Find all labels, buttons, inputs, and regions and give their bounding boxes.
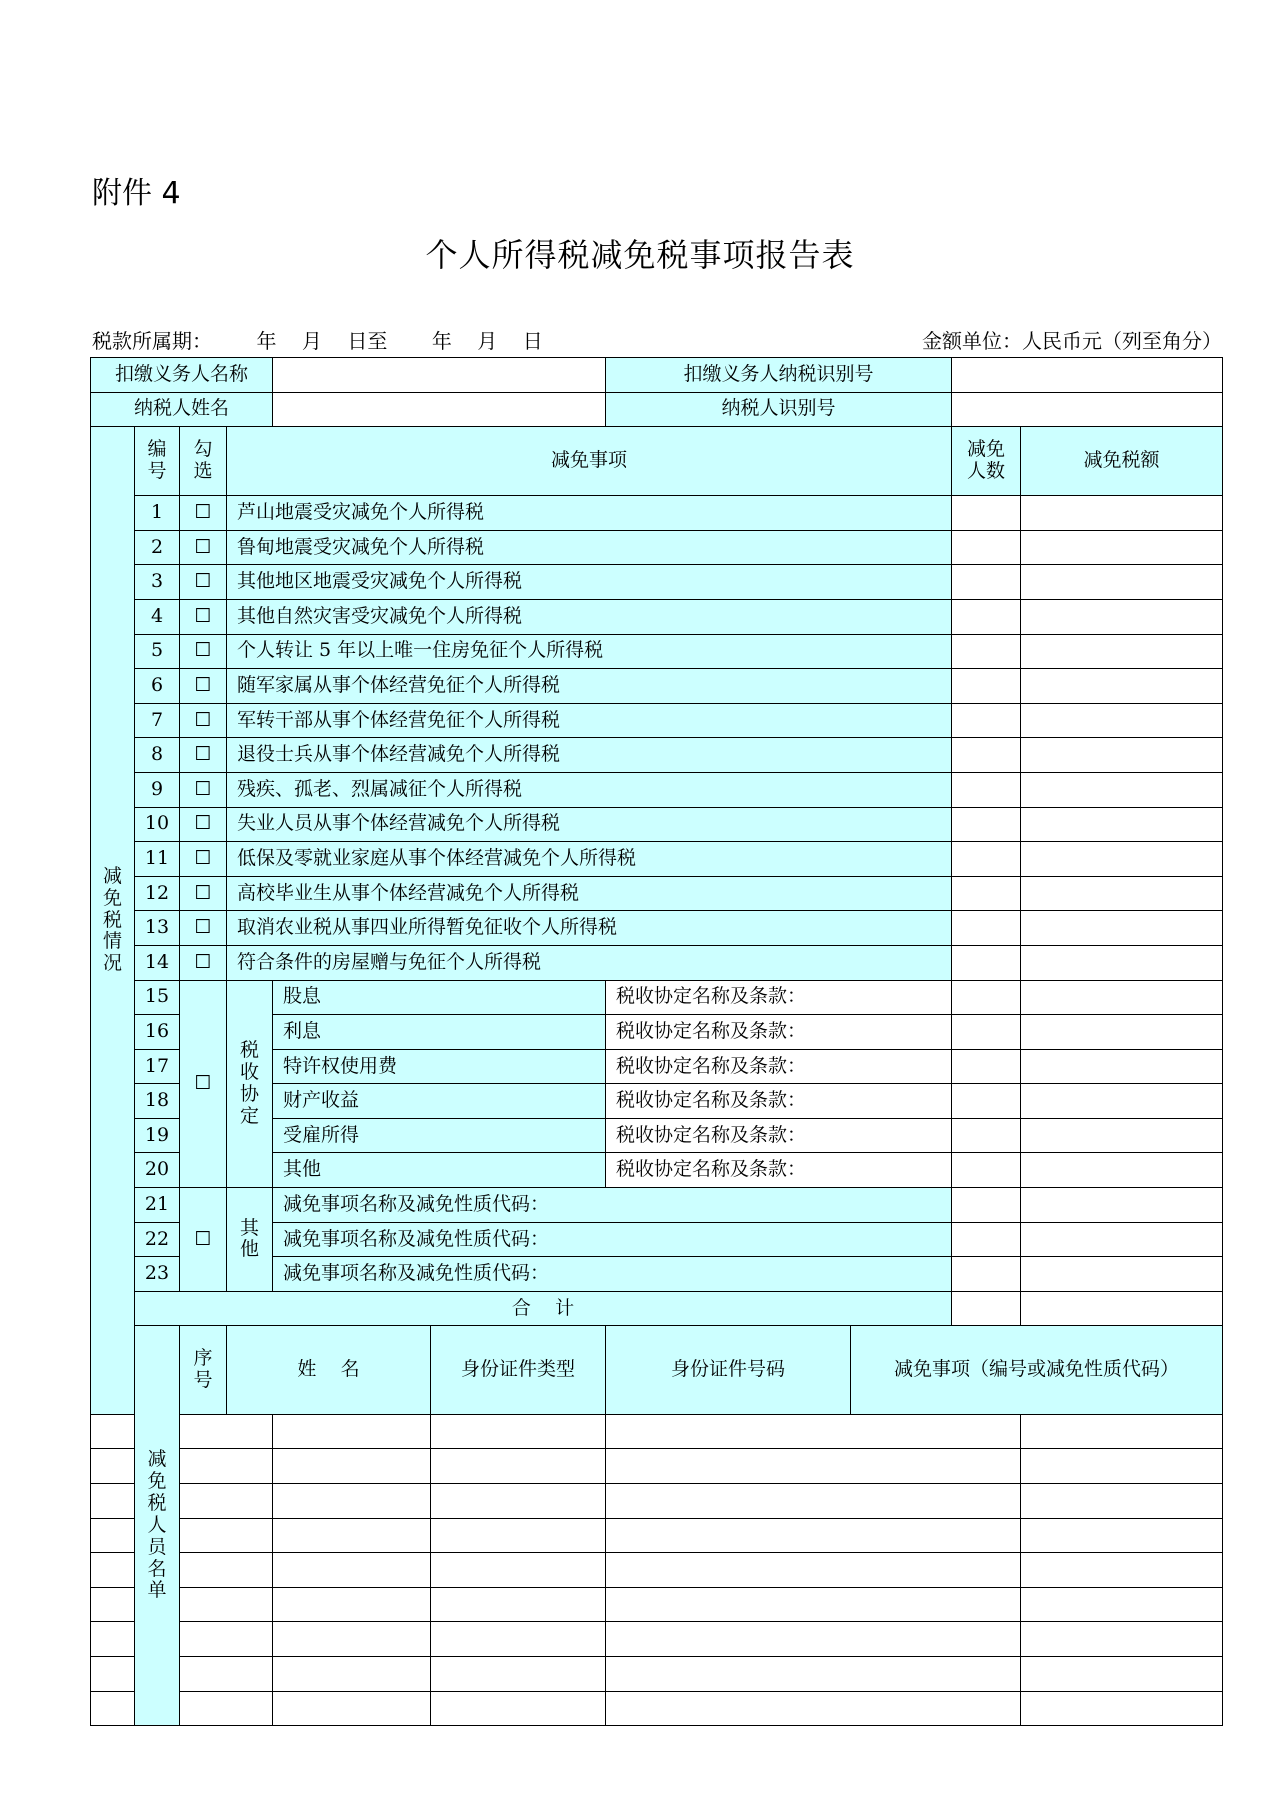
people-field[interactable] [952, 980, 1021, 1015]
amount-field[interactable] [1021, 1118, 1223, 1153]
col-item-header: 减免事项 [227, 427, 952, 496]
amount-field[interactable] [1021, 703, 1223, 738]
people-field[interactable] [952, 807, 1021, 842]
item-row [91, 945, 1223, 980]
amount-field[interactable] [1021, 1257, 1223, 1292]
item-number: 6 [135, 669, 180, 704]
attachment-label: 附件 4 [92, 176, 181, 211]
name-field[interactable] [180, 1518, 273, 1553]
taxpayer-id-field[interactable] [952, 392, 1223, 427]
name-field[interactable] [180, 1691, 273, 1726]
person-row [91, 1587, 1223, 1622]
item-number: 7 [135, 703, 180, 738]
item-number: 5 [135, 634, 180, 669]
item-text: 低保及零就业家庭从事个体经营减免个人所得税 [227, 842, 952, 877]
idno-field[interactable] [431, 1587, 606, 1622]
amount-field[interactable] [1021, 565, 1223, 600]
report-form-table [90, 357, 1223, 1726]
relief-amount-field[interactable] [1021, 1656, 1223, 1691]
amount-field[interactable] [1021, 496, 1223, 531]
total-row [91, 1291, 1223, 1326]
col-number-header: 编 号 [135, 427, 180, 496]
withholder-name-label: 扣缴义务人名称 [91, 358, 273, 393]
amount-field[interactable] [1021, 842, 1223, 877]
treaty-clause[interactable]: 税收协定名称及条款： [606, 1084, 952, 1119]
item-text: 退役士兵从事个体经营减免个人所得税 [227, 738, 952, 773]
item-row [91, 530, 1223, 565]
seq-field[interactable] [91, 1691, 135, 1726]
col-idtype-header: 身份证件类型 [431, 1326, 606, 1414]
seq-field[interactable] [91, 1484, 135, 1519]
item-row [91, 876, 1223, 911]
idtype-field[interactable] [273, 1587, 431, 1622]
item-checkbox[interactable]: ☐ [180, 669, 227, 704]
relief-item-field[interactable] [606, 1622, 1021, 1657]
person-row [91, 1622, 1223, 1657]
col-idno-header: 身份证件号码 [606, 1326, 851, 1414]
relief-amount-field[interactable] [1021, 1449, 1223, 1484]
item-number: 10 [135, 807, 180, 842]
idtype-field[interactable] [273, 1656, 431, 1691]
item-text: 个人转让 5 年以上唯一住房免征个人所得税 [227, 634, 952, 669]
person-row [91, 1691, 1223, 1726]
item-checkbox[interactable]: ☐ [180, 496, 227, 531]
treaty-checkbox[interactable]: ☐ [180, 980, 227, 1188]
item-text: 军转干部从事个体经营免征个人所得税 [227, 703, 952, 738]
people-field[interactable] [952, 876, 1021, 911]
item-checkbox[interactable]: ☐ [180, 703, 227, 738]
item-checkbox[interactable]: ☐ [180, 738, 227, 773]
item-checkbox[interactable]: ☐ [180, 565, 227, 600]
people-field[interactable] [952, 703, 1021, 738]
item-text: 芦山地震受灾减免个人所得税 [227, 496, 952, 531]
treaty-income-type: 利息 [273, 1015, 606, 1050]
person-row [91, 1414, 1223, 1449]
relief-item-field[interactable] [606, 1414, 1021, 1449]
people-field[interactable] [952, 1015, 1021, 1050]
item-checkbox[interactable]: ☐ [180, 945, 227, 980]
relief-item-field[interactable] [606, 1587, 1021, 1622]
item-row [91, 703, 1223, 738]
item-row [91, 496, 1223, 531]
relief-amount-field[interactable] [1021, 1691, 1223, 1726]
item-row [91, 738, 1223, 773]
people-field[interactable] [952, 634, 1021, 669]
people-field[interactable] [952, 738, 1021, 773]
relief-amount-field[interactable] [1021, 1518, 1223, 1553]
item-checkbox[interactable]: ☐ [180, 772, 227, 807]
relief-amount-field[interactable] [1021, 1484, 1223, 1519]
item-text: 其他地区地震受灾减免个人所得税 [227, 565, 952, 600]
other-label: 其 他 [227, 1188, 273, 1292]
item-text: 失业人员从事个体经营减免个人所得税 [227, 807, 952, 842]
item-text: 随军家属从事个体经营免征个人所得税 [227, 669, 952, 704]
item-checkbox[interactable]: ☐ [180, 634, 227, 669]
amount-field[interactable] [1021, 911, 1223, 946]
people-field[interactable] [952, 1118, 1021, 1153]
other-clause[interactable]: 减免事项名称及减免性质代码： [273, 1222, 952, 1257]
form-title: 个人所得税减免税事项报告表 [425, 236, 855, 274]
section1-label: 减 免 税 情 况 [91, 427, 135, 1415]
amount-field[interactable] [1021, 1084, 1223, 1119]
treaty-label: 税 收 协 定 [227, 980, 273, 1188]
amount-field[interactable] [1021, 876, 1223, 911]
people-field[interactable] [952, 669, 1021, 704]
item-text: 高校毕业生从事个体经营减免个人所得税 [227, 876, 952, 911]
person-row [91, 1449, 1223, 1484]
amount-field[interactable] [1021, 669, 1223, 704]
idtype-field[interactable] [273, 1622, 431, 1657]
amount-unit: 金额单位：人民币元（列至角分） [922, 329, 1222, 353]
col-amount-header: 减免税额 [1021, 427, 1223, 496]
idno-field[interactable] [431, 1449, 606, 1484]
item-number: 14 [135, 945, 180, 980]
relief-item-field[interactable] [606, 1553, 1021, 1588]
relief-amount-field[interactable] [1021, 1622, 1223, 1657]
taxpayer-row [91, 392, 1223, 427]
treaty-income-type: 其他 [273, 1153, 606, 1188]
treaty-row [91, 980, 1223, 1015]
taxpayer-id-label: 纳税人识别号 [606, 392, 952, 427]
seq-field[interactable] [91, 1414, 135, 1449]
name-field[interactable] [180, 1553, 273, 1588]
taxpayer-name-label: 纳税人姓名 [91, 392, 273, 427]
item-number: 12 [135, 876, 180, 911]
amount-field[interactable] [1021, 945, 1223, 980]
relief-item-field[interactable] [606, 1518, 1021, 1553]
item-text: 其他自然灾害受灾减免个人所得税 [227, 599, 952, 634]
seq-field[interactable] [91, 1553, 135, 1588]
people-field[interactable] [952, 1257, 1021, 1292]
item-row [91, 842, 1223, 877]
item-text: 取消农业税从事四业所得暂免征收个人所得税 [227, 911, 952, 946]
tax-period: 税款所属期： 年 月 日至 年 月 日 [92, 329, 543, 353]
total-amount-field[interactable] [1021, 1291, 1223, 1326]
person-row [91, 1484, 1223, 1519]
item-row [91, 599, 1223, 634]
relief-item-field[interactable] [606, 1484, 1021, 1519]
item-text: 残疾、孤老、烈属减征个人所得税 [227, 772, 952, 807]
other-row [91, 1188, 1223, 1223]
item-number: 20 [135, 1153, 180, 1188]
person-row [91, 1518, 1223, 1553]
people-field[interactable] [952, 1049, 1021, 1084]
item-checkbox[interactable]: ☐ [180, 911, 227, 946]
item-text: 鲁甸地震受灾减免个人所得税 [227, 530, 952, 565]
people-field[interactable] [952, 1153, 1021, 1188]
name-field[interactable] [180, 1414, 273, 1449]
item-row [91, 772, 1223, 807]
col-check-header: 勾 选 [180, 427, 227, 496]
amount-field[interactable] [1021, 1049, 1223, 1084]
other-checkbox[interactable]: ☐ [180, 1188, 227, 1292]
treaty-clause[interactable]: 税收协定名称及条款： [606, 1015, 952, 1050]
item-checkbox[interactable]: ☐ [180, 599, 227, 634]
item-row [91, 911, 1223, 946]
relief-item-field[interactable] [606, 1449, 1021, 1484]
idno-field[interactable] [431, 1553, 606, 1588]
section1-header-row [91, 427, 1223, 496]
person-row [91, 1553, 1223, 1588]
people-field[interactable] [952, 1222, 1021, 1257]
seq-field[interactable] [91, 1518, 135, 1553]
item-number: 22 [135, 1222, 180, 1257]
other-clause[interactable]: 减免事项名称及减免性质代码： [273, 1257, 952, 1292]
item-row [91, 807, 1223, 842]
idtype-field[interactable] [273, 1518, 431, 1553]
seq-field[interactable] [91, 1587, 135, 1622]
people-field[interactable] [952, 1188, 1021, 1223]
item-number: 16 [135, 1015, 180, 1050]
amount-field[interactable] [1021, 772, 1223, 807]
item-number: 1 [135, 496, 180, 531]
item-checkbox[interactable]: ☐ [180, 807, 227, 842]
treaty-clause[interactable]: 税收协定名称及条款： [606, 1049, 952, 1084]
item-row [91, 634, 1223, 669]
name-field[interactable] [180, 1449, 273, 1484]
seq-field[interactable] [91, 1449, 135, 1484]
item-number: 19 [135, 1118, 180, 1153]
amount-field[interactable] [1021, 634, 1223, 669]
people-field[interactable] [952, 772, 1021, 807]
amount-field[interactable] [1021, 980, 1223, 1015]
total-label: 合 计 [135, 1291, 952, 1326]
item-number: 2 [135, 530, 180, 565]
item-number: 9 [135, 772, 180, 807]
item-checkbox[interactable]: ☐ [180, 530, 227, 565]
idtype-field[interactable] [273, 1484, 431, 1519]
idno-field[interactable] [431, 1484, 606, 1519]
item-number: 17 [135, 1049, 180, 1084]
amount-field[interactable] [1021, 738, 1223, 773]
item-number: 21 [135, 1188, 180, 1223]
relief-item-field[interactable] [606, 1656, 1021, 1691]
amount-field[interactable] [1021, 530, 1223, 565]
item-number: 23 [135, 1257, 180, 1292]
treaty-clause[interactable]: 税收协定名称及条款： [606, 980, 952, 1015]
col-relief-item-header: 减免事项（编号或减免性质代码） [851, 1326, 1223, 1414]
name-field[interactable] [180, 1484, 273, 1519]
idtype-field[interactable] [273, 1691, 431, 1726]
item-row [91, 565, 1223, 600]
item-number: 15 [135, 980, 180, 1015]
people-field[interactable] [952, 842, 1021, 877]
taxpayer-name-field[interactable] [273, 392, 606, 427]
withholder-name-field[interactable] [273, 358, 606, 393]
amount-field[interactable] [1021, 1153, 1223, 1188]
idno-field[interactable] [431, 1656, 606, 1691]
idno-field[interactable] [431, 1622, 606, 1657]
idno-field[interactable] [431, 1414, 606, 1449]
idtype-field[interactable] [273, 1553, 431, 1588]
people-field[interactable] [952, 530, 1021, 565]
total-people-field[interactable] [952, 1291, 1021, 1326]
treaty-income-type: 财产收益 [273, 1084, 606, 1119]
treaty-income-type: 受雇所得 [273, 1118, 606, 1153]
item-number: 13 [135, 911, 180, 946]
people-field[interactable] [952, 945, 1021, 980]
section2-label: 减 免 税 人 员 名 单 [135, 1326, 180, 1726]
relief-amount-field[interactable] [1021, 1414, 1223, 1449]
item-number: 18 [135, 1084, 180, 1119]
col-people-header: 减免 人数 [952, 427, 1021, 496]
seq-field[interactable] [91, 1656, 135, 1691]
name-field[interactable] [180, 1656, 273, 1691]
amount-field[interactable] [1021, 1222, 1223, 1257]
idno-field[interactable] [431, 1518, 606, 1553]
treaty-clause[interactable]: 税收协定名称及条款： [606, 1153, 952, 1188]
item-checkbox[interactable]: ☐ [180, 842, 227, 877]
name-field[interactable] [180, 1622, 273, 1657]
section2-header-row [91, 1326, 1223, 1414]
idtype-field[interactable] [273, 1414, 431, 1449]
col-name-header: 姓 名 [227, 1326, 431, 1414]
withholder-id-field[interactable] [952, 358, 1223, 393]
people-field[interactable] [952, 496, 1021, 531]
idno-field[interactable] [431, 1691, 606, 1726]
idtype-field[interactable] [273, 1449, 431, 1484]
name-field[interactable] [180, 1587, 273, 1622]
relief-amount-field[interactable] [1021, 1587, 1223, 1622]
relief-item-field[interactable] [606, 1691, 1021, 1726]
people-field[interactable] [952, 599, 1021, 634]
treaty-income-type: 股息 [273, 980, 606, 1015]
amount-field[interactable] [1021, 1015, 1223, 1050]
amount-field[interactable] [1021, 807, 1223, 842]
person-row [91, 1656, 1223, 1691]
people-field[interactable] [952, 911, 1021, 946]
item-row [91, 669, 1223, 704]
withholder-row [91, 358, 1223, 393]
people-field[interactable] [952, 565, 1021, 600]
amount-field[interactable] [1021, 599, 1223, 634]
item-checkbox[interactable]: ☐ [180, 876, 227, 911]
col-seq-header: 序 号 [180, 1326, 227, 1414]
relief-amount-field[interactable] [1021, 1553, 1223, 1588]
other-clause[interactable]: 减免事项名称及减免性质代码： [273, 1188, 952, 1223]
item-number: 8 [135, 738, 180, 773]
withholder-id-label: 扣缴义务人纳税识别号 [606, 358, 952, 393]
item-number: 4 [135, 599, 180, 634]
item-number: 11 [135, 842, 180, 877]
seq-field[interactable] [91, 1622, 135, 1657]
amount-field[interactable] [1021, 1188, 1223, 1223]
item-number: 3 [135, 565, 180, 600]
people-field[interactable] [952, 1084, 1021, 1119]
item-text: 符合条件的房屋赠与免征个人所得税 [227, 945, 952, 980]
treaty-income-type: 特许权使用费 [273, 1049, 606, 1084]
treaty-clause[interactable]: 税收协定名称及条款： [606, 1118, 952, 1153]
